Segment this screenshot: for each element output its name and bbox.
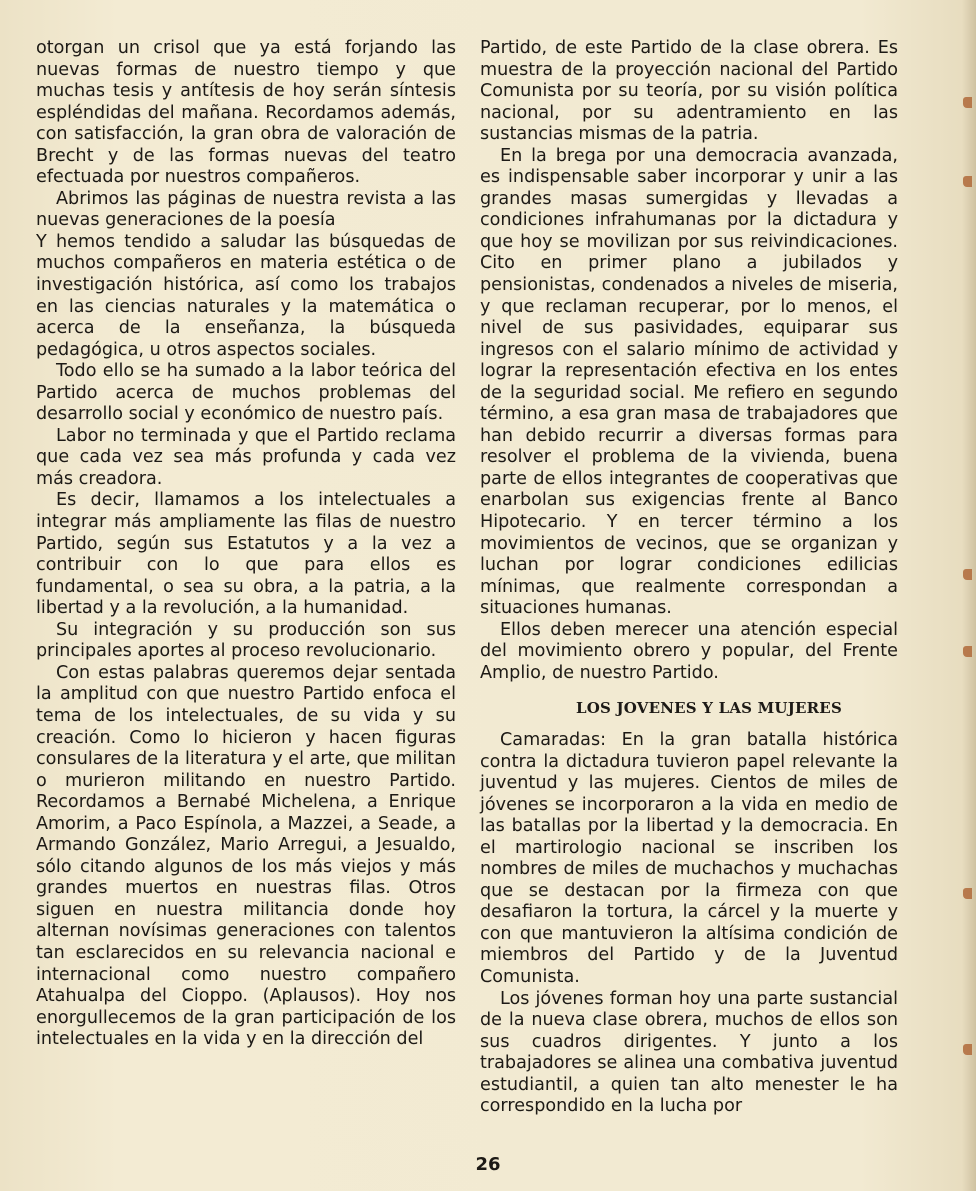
paragraph: Camaradas: En la gran batalla histórica contra la dictadura tuvieron papel relevante la juventud y las mujeres. Cientos de miles de jóvenes se incorporaron a la vida en medio de las batallas por la libertad y la democracia. En el martirologio nacional se inscriben los nombres de miles de muchachos y muchachas que se destacan por la firmeza con que desafiaron la tortura, la cárcel y la muerte y con que mantuvieron la altísima condición de miembros del Partido y de la Juventud Comunista. [480, 729, 898, 987]
paragraph: otorgan un crisol que ya está forjando las nuevas formas de nuestro tiempo y que muchas tesis y antítesis de hoy serán síntesis espléndidas del mañana. Recordamos además, con satisfacción, la gran obra de valoración de Brecht y de las formas nuevas del teatro efectuada por nuestros compañeros. [36, 38, 456, 188]
page-edge-tab [963, 646, 972, 657]
right-column [480, 38, 898, 1118]
page-number: 26 [475, 1154, 501, 1175]
paragraph: Partido, de este Partido de la clase obrera. Es muestra de la proyección nacional del Partido Comunista por su teoría, por su visión política nacional, por su adentramiento en las sustancias mismas de la patria. [480, 38, 898, 145]
left-column [36, 38, 456, 1051]
page-edge-tab [963, 97, 972, 108]
page-edge-tab [963, 569, 972, 580]
page-edge-tab [963, 1044, 972, 1055]
paragraph: Con estas palabras queremos dejar sentada la amplitud con que nuestro Partido enfoca el tema de los intelectuales, de su vida y su creación. Como lo hicieron y hacen figuras consulares de la literatura y el arte, que militan o murieron militando en nuestro Partido. Recordamos a Bernabé Michelena, a Enrique Amorim, a Paco Espínola, a Mazzei, a Seade, a Armando González, Mario Arregui, a Jesualdo, sólo citando algunos de los más viejos y más grandes muertos en nuestras filas. Otros siguen en nuestra militancia donde hoy alternan novísimas generaciones con talentos tan esclarecidos en su relevancia nacional e internacional como nuestro compañero Atahualpa del Cioppo. (Aplausos). Hoy nos enorgullecemos de la gran participación de los intelectuales en la vida y en la dirección del [36, 662, 456, 1050]
paragraph: Su integración y su producción son sus principales aportes al proceso revolucionario. [36, 619, 456, 662]
paragraph: En la brega por una democracia avanzada, es indispensable saber incorporar y unir a las grandes masas sumergidas y llevadas a condiciones infrahumanas por la dictadura y que hoy se movilizan por sus reivindicaciones. Cito en primer plano a jubilados y pensionistas, condenados a niveles de miseria, y que reclaman recuperar, por lo menos, el nivel de sus pasividades, equiparar sus ingresos con el salario mínimo de actividad y lograr la representación efectiva en los entes de la seguridad social. Me refiero en segundo término, a esa gran masa de trabajadores que han debido recurrir a diversas formas para resolver el problema de la vivienda, buena parte de ellos integrantes de cooperativas que enarbolan sus exigencias frente al Banco Hipotecario. Y en tercer término a los movimientos de vecinos, que se organizan y luchan por lograr condiciones edilicias mínimas, que realmente correspondan a situaciones humanas. [480, 145, 898, 619]
paragraph: Y hemos tendido a saludar las búsquedas de muchos compañeros en materia estética o de investigación histórica, así como los trabajos en las ciencias naturales y la matemática o acerca de la enseñanza, la búsqueda pedagógica, u otros aspectos sociales. [36, 231, 456, 360]
paragraph: Ellos deben merecer una atención especial del movimiento obrero y popular, del Frente Amplio, de nuestro Partido. [480, 619, 898, 683]
paragraph: Labor no terminada y que el Partido reclama que cada vez sea más profunda y cada vez más creadora. [36, 425, 456, 489]
paragraph: Todo ello se ha sumado a la labor teórica del Partido acerca de muchos problemas del desarrollo social y económico de nuestro país. [36, 361, 456, 425]
paragraph: Los jóvenes forman hoy una parte sustancial de la nueva clase obrera, muchos de ellos son sus cuadros dirigentes. Y junto a los trabajadores se alinea una combativa juventud estudiantil, a quien tan alto menester le ha correspondido en la lucha por [480, 988, 898, 1117]
page-edge-tab [963, 888, 972, 899]
paragraph: Abrimos las páginas de nuestra revista a las nuevas generaciones de la poesía [36, 188, 456, 231]
section-heading: LOS JOVENES Y LAS MUJERES [576, 699, 842, 718]
paragraph: Es decir, llamamos a los intelectuales a integrar más ampliamente las filas de nuestro Partido, según sus Estatutos y a la vez a contribuir con lo que para ellos es fundamental, o sea su obra, a la patria, a la libertad y a la revolución, a la humanidad. [36, 490, 456, 619]
page-edge-tab [963, 176, 972, 187]
